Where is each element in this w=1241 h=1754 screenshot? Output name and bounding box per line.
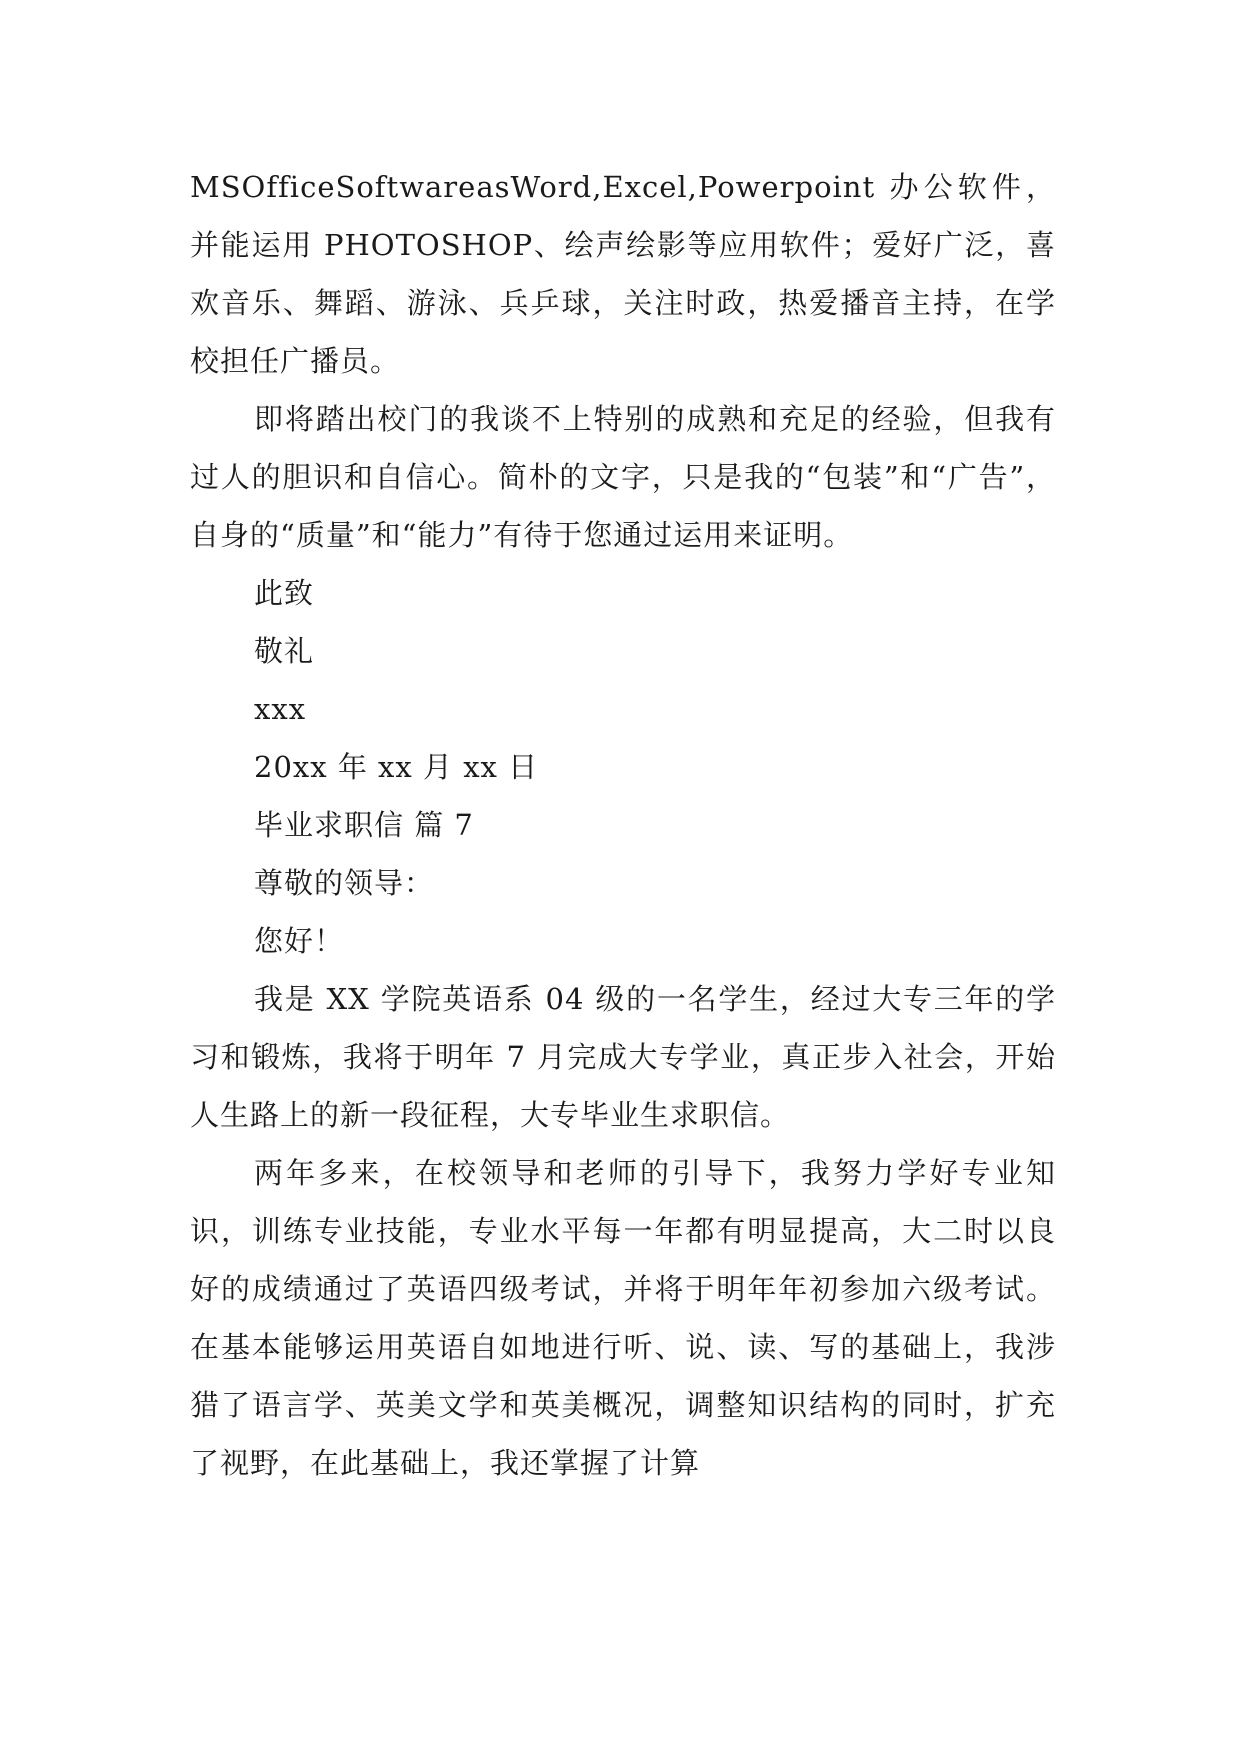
paragraph-self-confidence: 即将踏出校门的我谈不上特别的成熟和充足的经验，但我有过人的胆识和自信心。简朴的文字，只是我的“包装”和“广告”，自身的“质量”和“能力”有待于您通过运用来证明。 <box>190 402 1056 552</box>
section-title: 毕业求职信 篇 7 <box>254 808 474 842</box>
paragraph-software-skills: MSOfficeSoftwareasWord,Excel,Powerpoint 办公软件，并能运用 PHOTOSHOP、绘声绘影等应用软件；爱好广泛，喜欢音乐、舞蹈、游泳、兵乒球，关注时政，热爱播音主持，在学校担任广播员。 <box>190 170 1056 378</box>
closing-regards: 敬礼 <box>254 634 315 668</box>
letter-body <box>190 158 1056 1492</box>
greeting-addressee: 尊敬的领导： <box>254 866 435 900</box>
paragraph-introduction: 我是 XX 学院英语系 04 级的一名学生，经过大专三年的学习和锻炼，我将于明年 7 月完成大专学业，真正步入社会，开始人生路上的新一段征程，大专毕业生求职信。 <box>190 982 1056 1132</box>
signature-date: 20xx 年 xx 月 xx 日 <box>254 750 539 784</box>
closing-salutation: 此致 <box>254 576 315 610</box>
paragraph-study-experience: 两年多来，在校领导和老师的引导下，我努力学好专业知识，训练专业技能，专业水平每一年都有明显提高，大二时以良好的成绩通过了英语四级考试，并将于明年年初参加六级考试。在基本能够运用英语自如地进行听、说、读、写的基础上，我涉猎了语言学、英美文学和英美概况，调整知识结构的同时，扩充了视野，在此基础上，我还掌握了计算 <box>190 1156 1056 1480</box>
signature-name: xxx <box>254 692 307 726</box>
greeting-hello: 您好！ <box>254 924 345 958</box>
